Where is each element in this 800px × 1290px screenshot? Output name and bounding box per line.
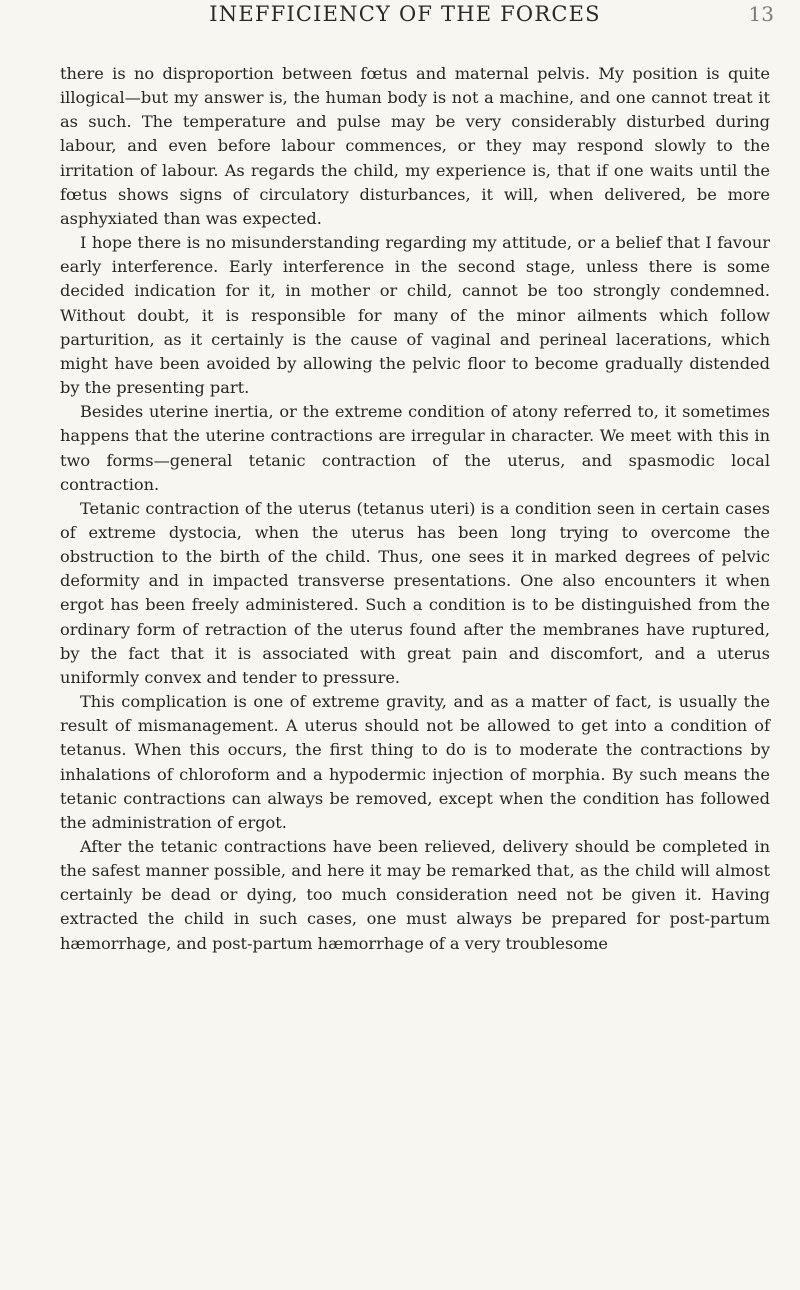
running-head — [0, 0, 800, 38]
running-head-title: INEFFICIENCY OF THE FORCES — [209, 2, 601, 26]
page-number: 13 — [748, 2, 774, 26]
paragraph: there is no disproportion between fœtus and maternal pelvis. My position is quite illogical—but my answer is, the human body is not a machine, and one cannot treat it as such. The temperature and pulse may be very considerably disturbed during labour, and even before labour commences, or they may respond slowly to the irritation of labour. As regards the child, my experience is, that if one waits until the fœtus shows signs of circulatory disturbances, it will, when delivered, be more asphyxiated than was expected. — [60, 64, 770, 228]
paragraph: After the tetanic contractions have been relieved, delivery should be completed in the safest manner possible, and here it may be remarked that, as the child will almost certainly be dead or dying, too much consideration need not be given it. Having extracted the child in such cases, one must always be prepared for post-partum hæmorrhage, and post-partum hæmorrhage of a very troublesome — [60, 837, 770, 953]
paragraph: I hope there is no misunderstanding regarding my attitude, or a belief that I favour early interference. Early interference in the second stage, unless there is some decided indication for it, in mother or child, cannot be too strongly condemned. Without doubt, it is responsible for many of the minor ailments which follow parturition, as it certainly is the cause of vaginal and perineal lacerations, which might have been avoided by allowing the pelvic floor to become gradually distended by the presenting part. — [60, 233, 770, 398]
body-text — [60, 62, 770, 956]
paragraph: Besides uterine inertia, or the extreme condition of atony referred to, it sometimes happens that the uterine contractions are irregular in character. We meet with this in two forms—general tetanic contraction of the uterus, and spasmodic local contraction. — [60, 402, 770, 494]
paragraph: This complication is one of extreme gravity, and as a matter of fact, is usually the result of mismanagement. A uterus should not be allowed to get into a condition of tetanus. When this occurs, the first thing to do is to moderate the contractions by inhalations of chloroform and a hypodermic injection of morphia. By such means the tetanic contractions can always be removed, except when the condition has followed the administration of ergot. — [60, 692, 770, 832]
paragraph: Tetanic contraction of the uterus (tetanus uteri) is a condition seen in certain cases of extreme dystocia, when the uterus has been long trying to overcome the obstruction to the birth of the child. Thus, one sees it in marked degrees of pelvic deformity and in impacted transverse presentations. One also encounters it when ergot has been freely administered. Such a condition is to be distinguished from the ordinary form of retraction of the uterus found after the membranes have ruptured, by the fact that it is associated with great pain and discomfort, and a uterus uniformly convex and tender to pressure. — [60, 498, 770, 687]
